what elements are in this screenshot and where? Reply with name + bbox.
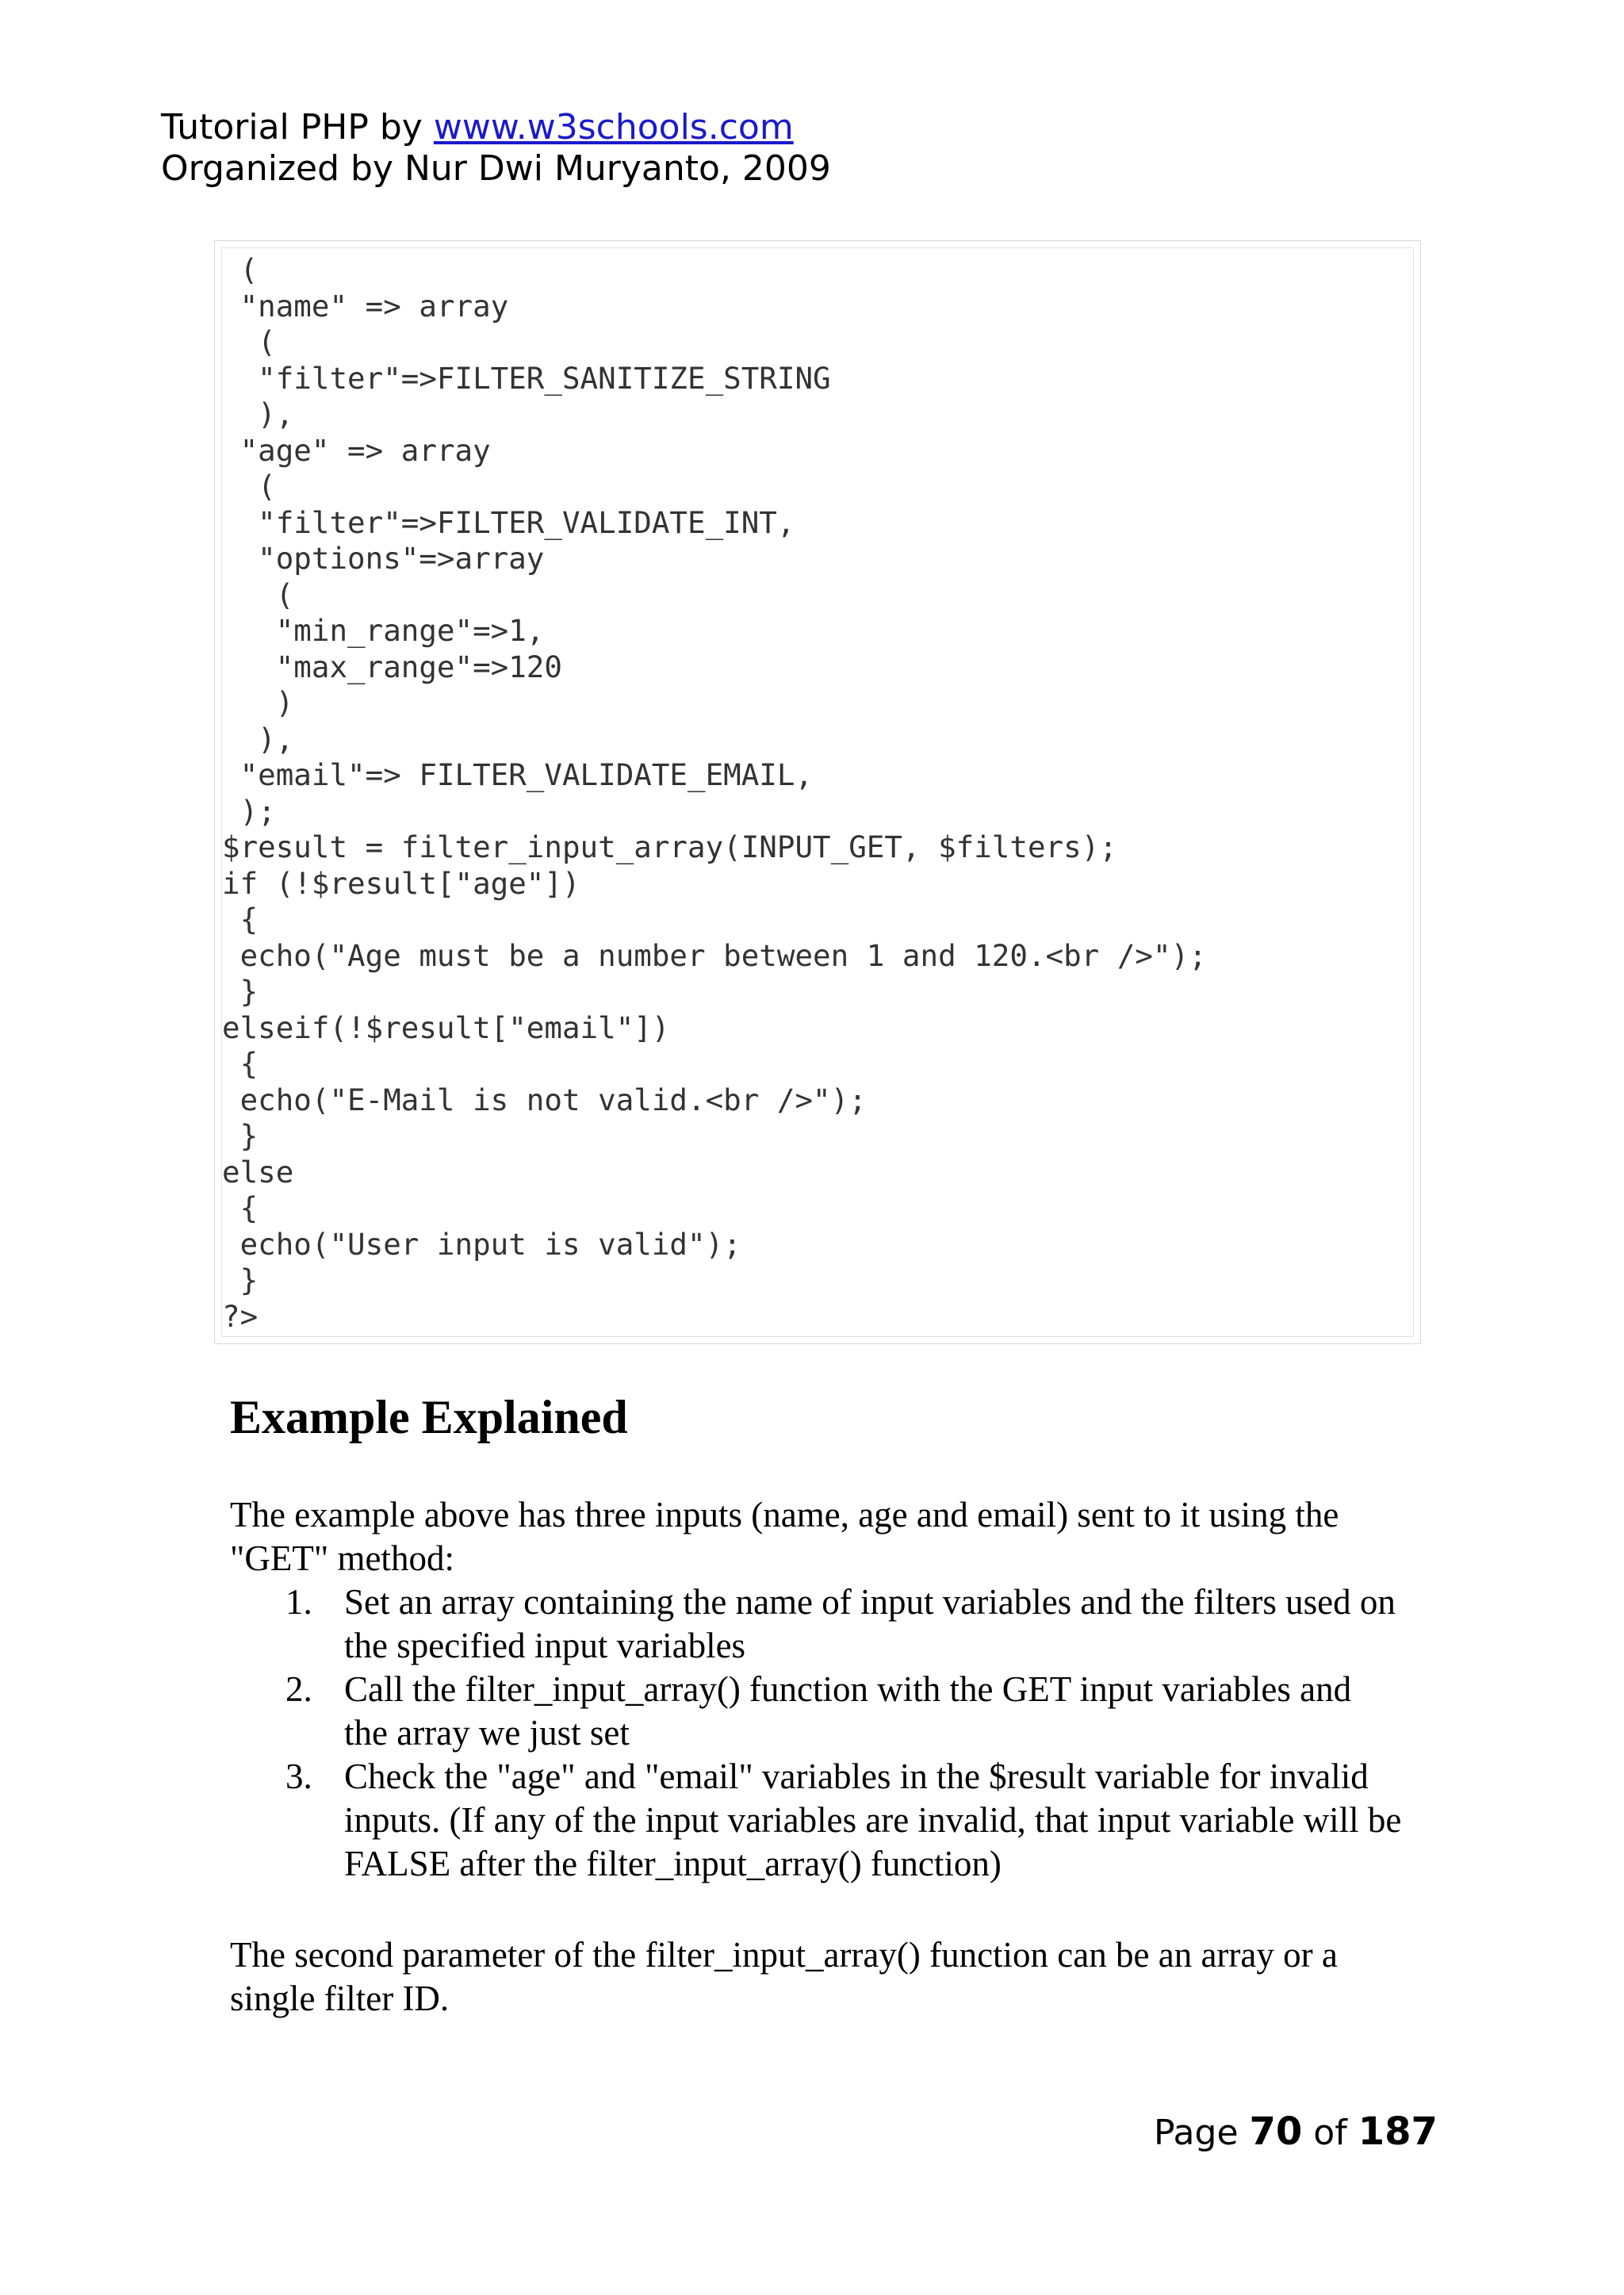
code-line: "options"=>array bbox=[222, 541, 545, 576]
list-item bbox=[230, 1755, 1404, 1886]
code-line: ( bbox=[222, 252, 259, 287]
section-title: Example Explained bbox=[230, 1391, 628, 1443]
intro-paragraph: The example above has three inputs (name, age and email) sent to it using the "GET" method: bbox=[230, 1495, 1339, 1578]
total-pages: 187 bbox=[1358, 2109, 1438, 2154]
steps-list bbox=[230, 1580, 1404, 1886]
code-line: "email"=> FILTER_VALIDATE_EMAIL, bbox=[222, 757, 814, 792]
page-number: 70 bbox=[1249, 2109, 1303, 2154]
header-line-1 bbox=[161, 107, 831, 148]
code-line: $result = filter_input_array(INPUT_GET, $filters); bbox=[222, 829, 1117, 864]
code-line: ), bbox=[222, 721, 294, 757]
code-line: } bbox=[222, 1118, 259, 1153]
code-line: ( bbox=[222, 469, 276, 504]
list-item bbox=[230, 1668, 1404, 1755]
document-header bbox=[161, 107, 831, 190]
footer-page-word: Page bbox=[1154, 2113, 1250, 2153]
list-item-text: Call the filter_input_array() function with the GET input variables and the array we just set bbox=[344, 1669, 1352, 1753]
list-item-number: 1. bbox=[285, 1582, 312, 1622]
list-item-text: Set an array containing the name of input variables and the filters used on the specified input variables bbox=[344, 1582, 1396, 1665]
code-line: } bbox=[222, 1262, 259, 1297]
code-block bbox=[222, 252, 1207, 1335]
code-line: } bbox=[222, 974, 259, 1009]
code-line: { bbox=[222, 1190, 259, 1225]
code-line: { bbox=[222, 902, 259, 937]
code-line: "max_range"=>120 bbox=[222, 649, 562, 684]
code-line: "name" => array bbox=[222, 288, 509, 324]
code-line: "filter"=>FILTER_VALIDATE_INT, bbox=[222, 504, 795, 540]
code-line: ); bbox=[222, 793, 276, 829]
code-line: else bbox=[222, 1154, 294, 1190]
header-title: Tutorial PHP by bbox=[161, 107, 434, 148]
code-line: echo("E-Mail is not valid.<br />"); bbox=[222, 1082, 867, 1117]
code-line: "age" => array bbox=[222, 432, 491, 468]
footer-of-word: of bbox=[1302, 2113, 1358, 2153]
code-line: ?> bbox=[222, 1298, 259, 1334]
header-line-2: Organized by Nur Dwi Muryanto, 2009 bbox=[161, 148, 831, 189]
code-line: ), bbox=[222, 397, 294, 431]
code-line: "filter"=>FILTER_SANITIZE_STRING bbox=[222, 360, 831, 396]
code-line: if (!$result["age"]) bbox=[222, 865, 580, 901]
page-footer bbox=[1154, 2109, 1438, 2155]
list-item bbox=[230, 1580, 1404, 1668]
code-line: elseif(!$result["email"]) bbox=[222, 1010, 670, 1045]
code-line: echo("User input is valid"); bbox=[222, 1226, 741, 1262]
code-line: { bbox=[222, 1046, 259, 1081]
code-line: echo("Age must be a number between 1 and 120.<br />"); bbox=[222, 937, 1207, 973]
list-item-text: Check the "age" and "email" variables in the $result variable for invalid inputs. (If any of the input variables are invalid, that input variable will be FALSE after the filter_input_array() function) bbox=[344, 1757, 1402, 1883]
list-item-number: 2. bbox=[285, 1669, 312, 1709]
code-line: ) bbox=[222, 685, 294, 720]
code-line: ( bbox=[222, 324, 276, 359]
code-line: ( bbox=[222, 577, 294, 612]
w3schools-link[interactable]: www.w3schools.com bbox=[433, 107, 794, 148]
code-line: "min_range"=>1, bbox=[222, 613, 545, 648]
outro-paragraph: The second parameter of the filter_input_array() function can be an array or a single filter ID. bbox=[230, 1935, 1338, 2018]
list-item-number: 3. bbox=[285, 1757, 312, 1796]
